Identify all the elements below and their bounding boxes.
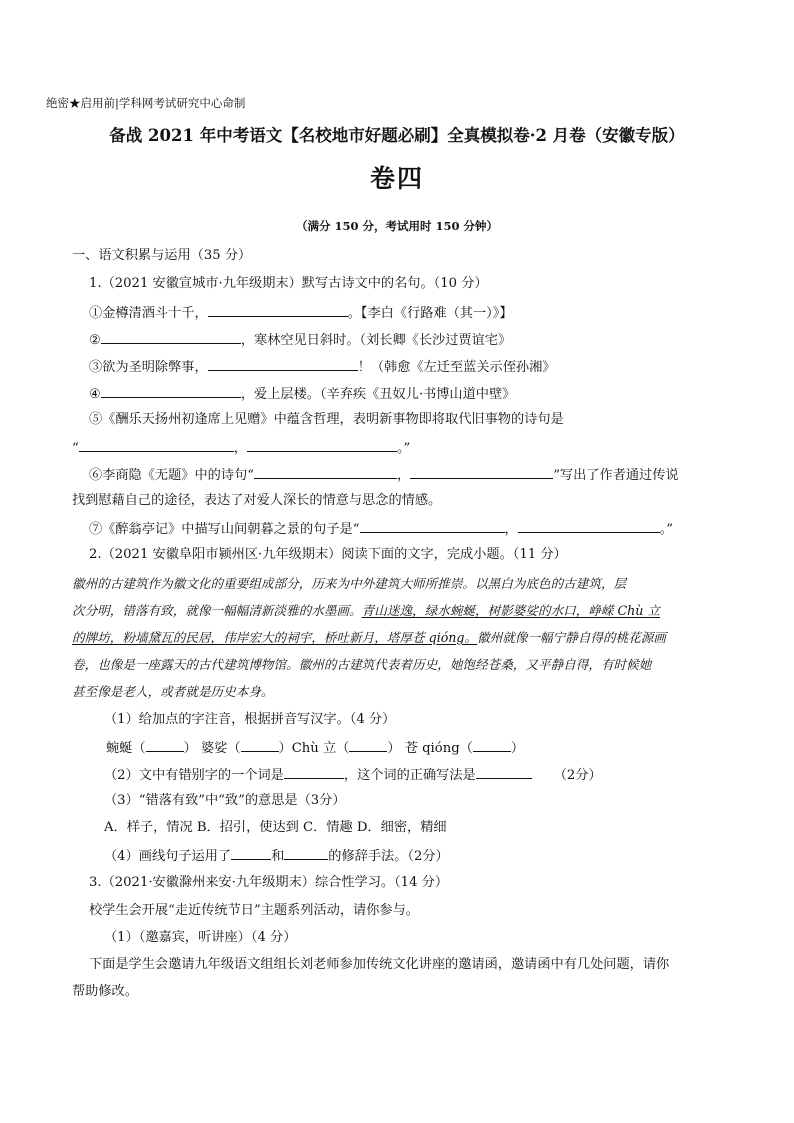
q2-2-middle: ，这个词的正确写法是 [343,768,476,783]
q1-6-suffix: ”写出了作者通过传说 [553,468,679,483]
answer-blank[interactable] [101,385,241,398]
answer-blank[interactable] [284,766,344,779]
q1-item-7 [89,520,673,538]
q3-intro: 校学生会开展“走近传统节日”主题系列活动，请你参与。 [89,903,419,918]
underlined-sentence: 的牌坊，粉墙黛瓦的民居，伟岸宏大的祠宇，桥吐新月，塔厚苍 qióng。 [72,630,478,645]
q2-4-prefix: （4）画线句子运用了 [104,849,232,864]
q2-sub-4 [104,847,449,865]
item-label: ） 婆娑（ [183,741,241,756]
item-label: ） 苍 qióng（ [387,741,473,756]
q1-2-suffix: ，寒林空见日斜时。（刘长卿《长沙过贾谊宅》 [240,333,512,348]
q1-item-3 [89,358,556,376]
q2-sub-1-items [106,739,524,757]
answer-blank[interactable] [476,766,532,779]
close-quote: 。” [659,522,674,537]
passage-text: 次分明，错落有致，就像一幅幅清新淡雅的水墨画。 [72,603,362,618]
q1-item-2 [89,331,511,349]
q2-sub-3-options: A．样子，情况 B．招引，使达到 C．情趣 D．细密，精细 [104,820,447,835]
q1-1-suffix: 。【李白《行路难（其一）》】 [347,306,513,321]
passage-line: 卷，也像是一座露天的古代建筑博物馆。徽州的古建筑代表着历史，她饱经苍桑，又平静自得，有时候她 [72,657,652,672]
answer-blank[interactable] [231,847,271,860]
answer-blank[interactable] [208,358,358,371]
q1-item-1 [89,304,513,322]
volume-title: 卷四 [369,164,424,193]
passage-line [72,630,666,645]
q1-2-prefix: ② [89,333,101,348]
underlined-sentence: 青山迷逸，绿水蜿蜒，树影婆娑的水口，峥嵘 Chù 立 [361,603,660,618]
q1-item-5: ⑤《酬乐天扬州初逢席上见赠》中蕴含哲理，表明新事物即将取代旧事物的诗句是 [89,412,564,427]
q1-7-prefix: ⑦《醉翁亭记》中描写山间朝暮之景的句子是“ [89,522,360,537]
q1-3-suffix: ！（韩愈《左迁至蓝关示侄孙湘》 [357,360,556,375]
q1-item-6-line2: 找到慰藉自己的途径，表达了对爱人深长的情意与思念的情感。 [72,493,442,508]
q3-sub-1: （1）（邀嘉宾，听讲座）（4 分） [104,930,297,945]
q2-sub-3: （3）“错落有致”中“致”的意思是（3分） [104,793,346,808]
close-quote: 。” [396,441,411,456]
q1-1-prefix: ①金樽清酒斗十千， [89,306,208,321]
comma: ， [397,468,411,483]
q1-stem: 1.（2021 安徽宣城市·九年级期末）默写古诗文中的名句。（10 分） [89,276,488,291]
answer-blank[interactable] [410,466,553,479]
q2-4-suffix: 的修辞手法。（2分） [328,849,449,864]
answer-blank[interactable] [518,520,660,533]
exam-title: 备战 2021 年中考语文【名校地市好题必刷】全真模拟卷·2 月卷（安徽专版） [109,126,685,145]
answer-blank[interactable] [254,466,397,479]
q3-stem: 3.（2021·安徽滁州来安·九年级期末）综合性学习。（14 分） [89,875,449,890]
q1-4-suffix: ，爱上层楼。（辛弃疾《丑奴儿·书博山道中壁》 [240,387,516,402]
confidential-line: 绝密★启用前|学科网考试研究中心命制 [46,96,246,110]
item-label: ）Chù 立（ [278,741,350,756]
item-label: 蜿蜒（ [106,741,146,756]
q2-sub-1: （1）给加点的字注音，根据拼音写汉字。（4 分） [104,712,396,727]
answer-blank[interactable] [360,520,505,533]
q2-2-points: （2分） [553,768,602,783]
passage-line [72,603,660,618]
answer-blank[interactable] [146,739,184,752]
q1-item-6 [89,466,679,484]
q1-item-4 [89,385,515,403]
section-heading: 一、语文积累与运用（35 分） [72,248,252,263]
open-quote: “ [72,441,79,456]
answer-blank[interactable] [79,439,234,452]
q2-sub-2 [104,766,602,784]
answer-blank[interactable] [208,304,348,317]
q3-desc-line: 下面是学生会邀请九年级语文组组长刘老师参加传统文化讲座的邀请函，邀请函中有几处问题，请你 [89,957,670,972]
q2-stem: 2.（2021 安徽阜阳市颍州区·九年级期末）阅读下面的文字，完成小题。（11 分） [89,547,567,562]
answer-blank[interactable] [473,739,511,752]
answer-blank[interactable] [349,739,387,752]
conjunction: 和 [271,849,285,864]
q2-2-prefix: （2）文中有错别字的一个词是 [104,768,284,783]
answer-blank[interactable] [241,739,279,752]
answer-blank[interactable] [247,439,397,452]
close-paren: ） [510,741,525,756]
passage-text: 徽州就像一幅宁静自得的桃花源画 [477,630,666,645]
passage-line: 徽州的古建筑作为徽文化的重要组成部分，历来为中外建筑大师所推崇。以黑白为底色的古建筑，层 [72,576,627,591]
comma: ， [233,441,247,456]
q1-item-5-blanks [72,439,410,457]
score-time-note: （满分 150 分，考试用时 150 分钟） [295,219,499,233]
q1-6-prefix: ⑥李商隐《无题》中的诗句“ [89,468,254,483]
q3-desc-line: 帮助修改。 [72,984,138,999]
comma: ， [504,522,518,537]
passage-line: 甚至像是老人，或者就是历史本身。 [72,684,274,699]
answer-blank[interactable] [284,847,328,860]
q1-3-prefix: ③欲为圣明除弊事， [89,360,208,375]
answer-blank[interactable] [101,331,241,344]
q1-4-prefix: ④ [89,387,101,402]
